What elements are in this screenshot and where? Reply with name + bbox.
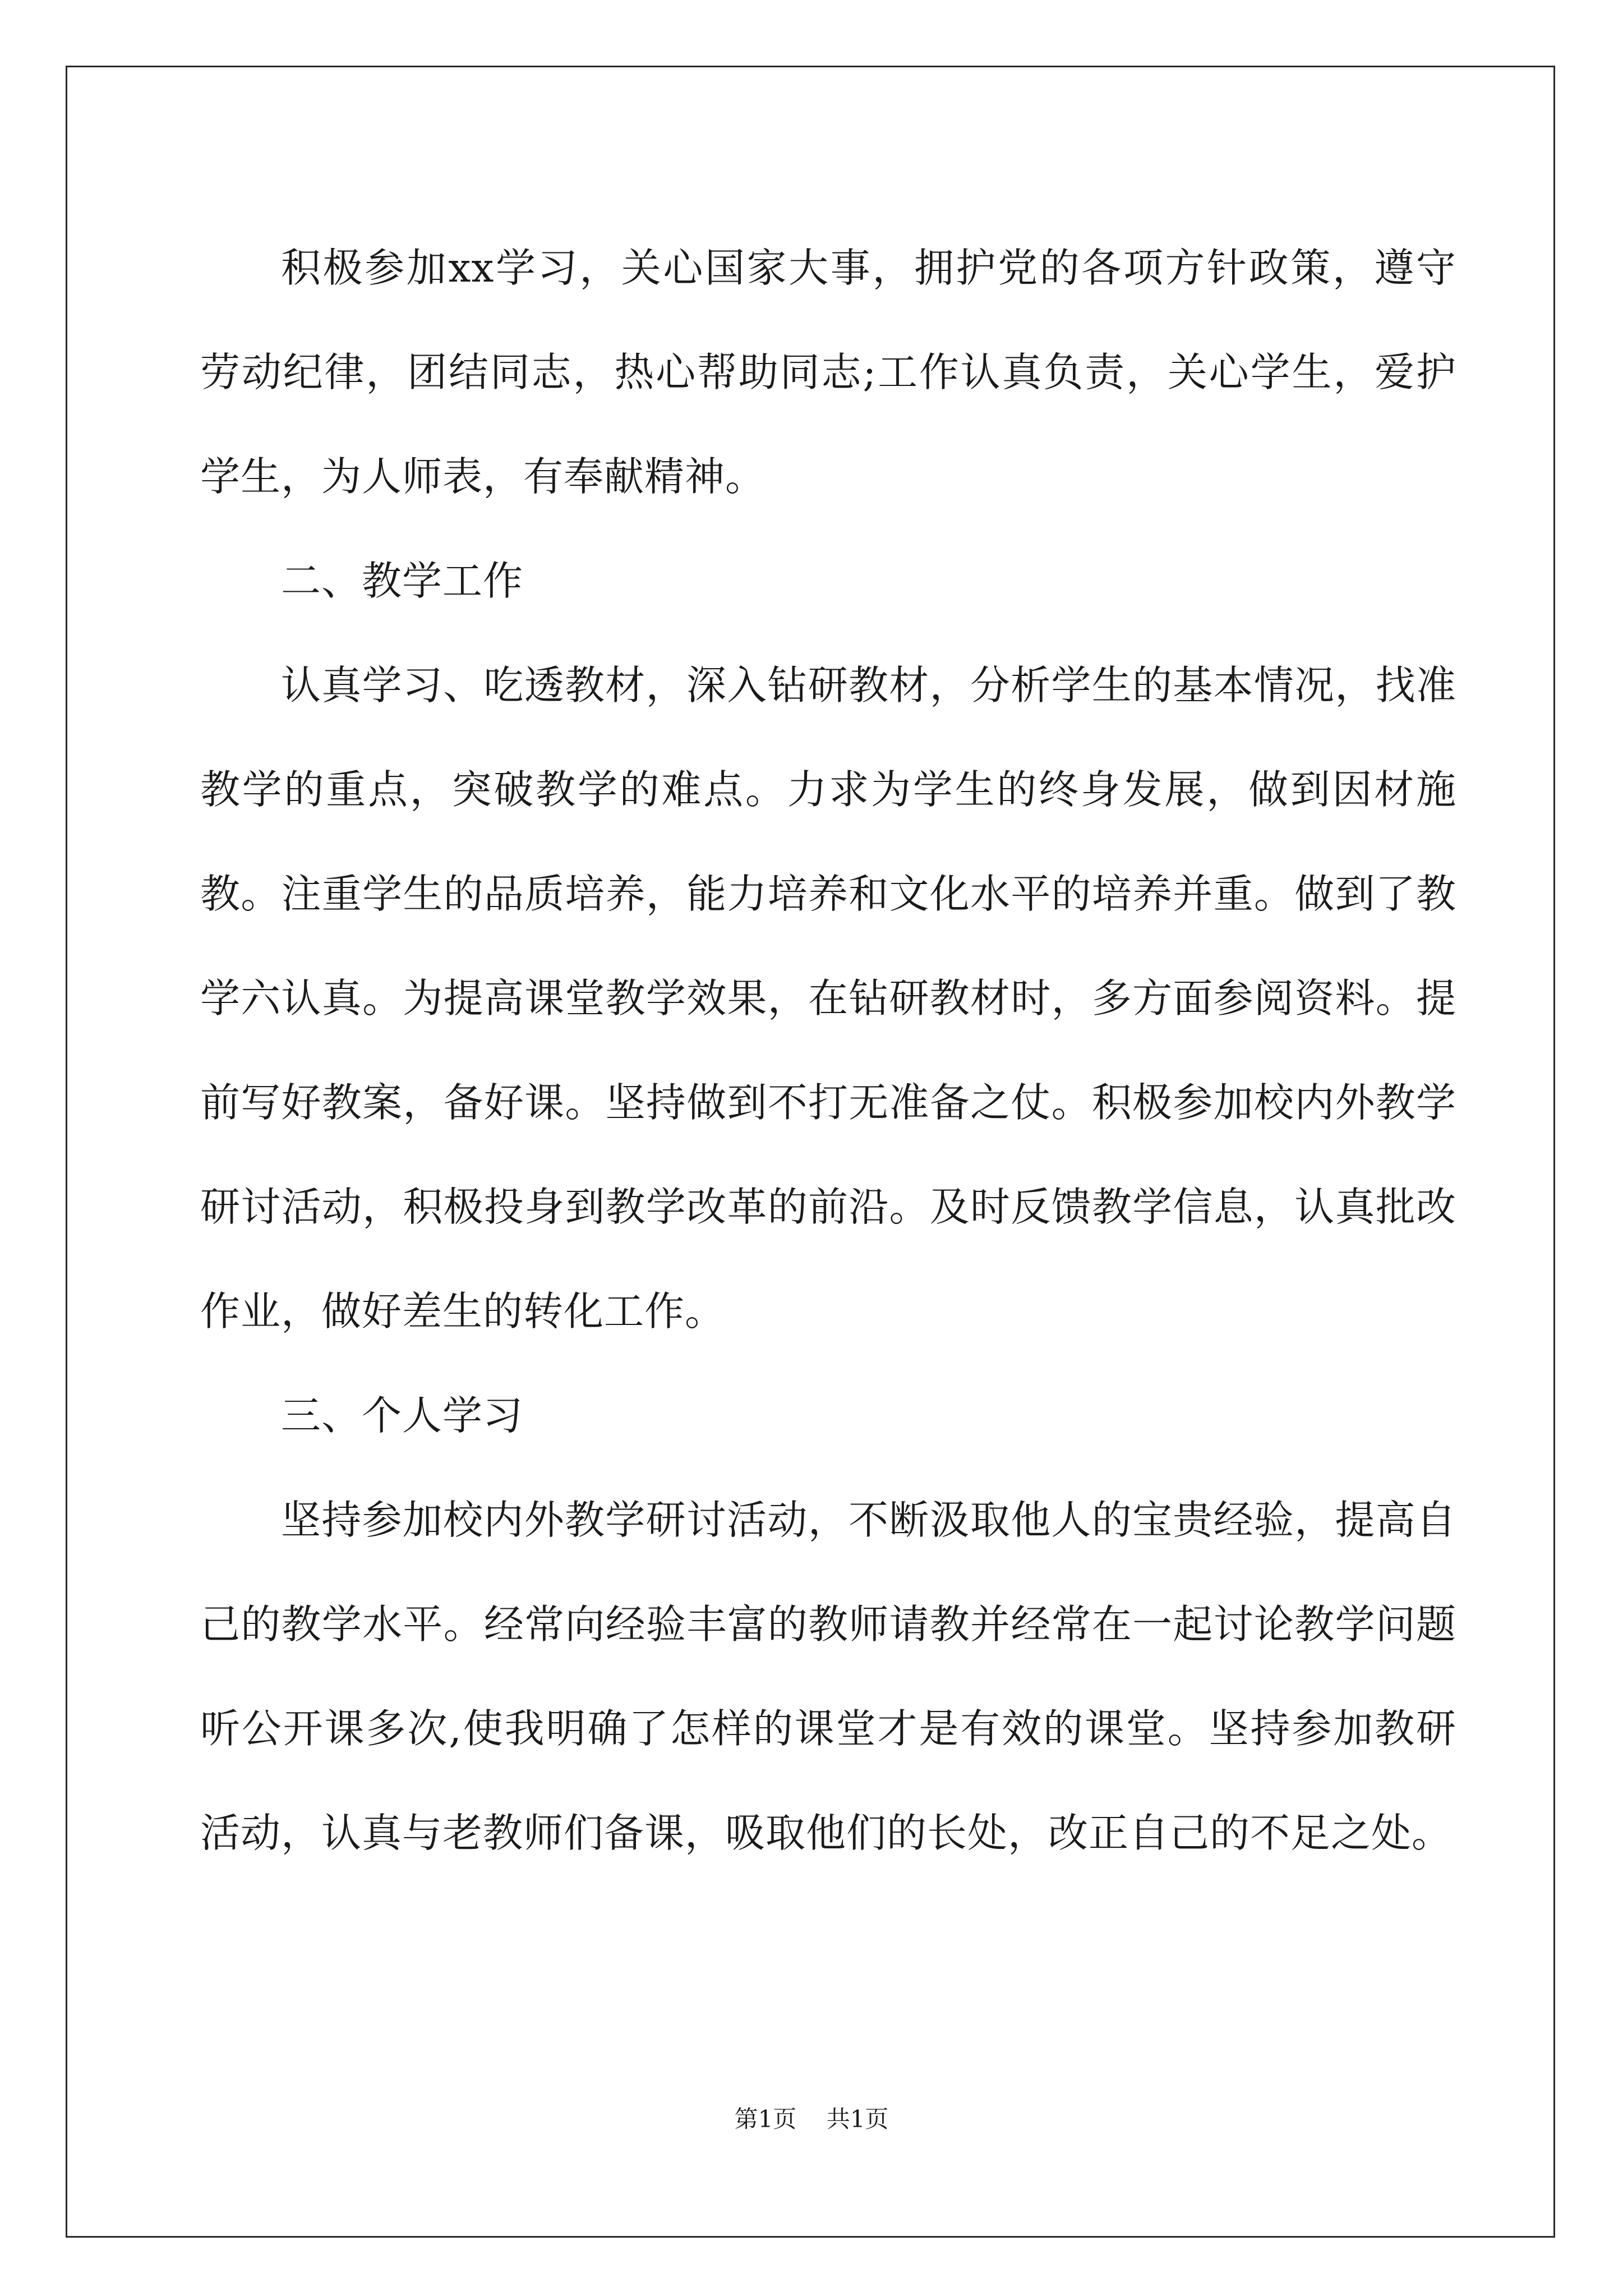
section-heading-teaching: 二、教学工作 — [281, 558, 524, 604]
document-body — [200, 216, 1456, 1885]
page-number: 第1页 — [734, 2105, 797, 2133]
paragraph-conduct: 积极参加xx学习，关心国家大事，拥护党的各项方针政策，遵守劳动纪律，团结同志，热心帮助同志;工作认真负责，关心学生，爱护学生，为人师表，有奉献精神。 — [200, 245, 1456, 500]
paragraph-study: 坚持参加校内外教学研讨活动，不断汲取他人的宝贵经验，提高自己的教学水平。经常向经验丰富的教师请教并经常在一起讨论教学问题听公开课多次,使我明确了怎样的课堂才是有效的课堂。坚持参加教研活动，认真与老教师们备课，吸取他们的长处，改正自己的不足之处。 — [200, 1497, 1456, 1856]
section-heading-study: 三、个人学习 — [281, 1392, 524, 1439]
page-footer — [0, 2101, 1623, 2134]
paragraph-teaching: 认真学习、吃透教材，深入钻研教材，分析学生的基本情况，找准教学的重点，突破教学的难点。力求为学生的终身发展，做到因材施教。注重学生的品质培养，能力培养和文化水平的培养并重。做到了教学六认真。为提高课堂教学效果，在钻研教材时，多方面参阅资料。提前写好教案，备好课。坚持做到不打无准备之仗。积极参加校内外教学研讨活动，积极投身到教学改革的前沿。及时反馈教学信息，认真批改作业，做好差生的转化工作。 — [200, 662, 1456, 1335]
page-total: 共1页 — [826, 2105, 889, 2133]
